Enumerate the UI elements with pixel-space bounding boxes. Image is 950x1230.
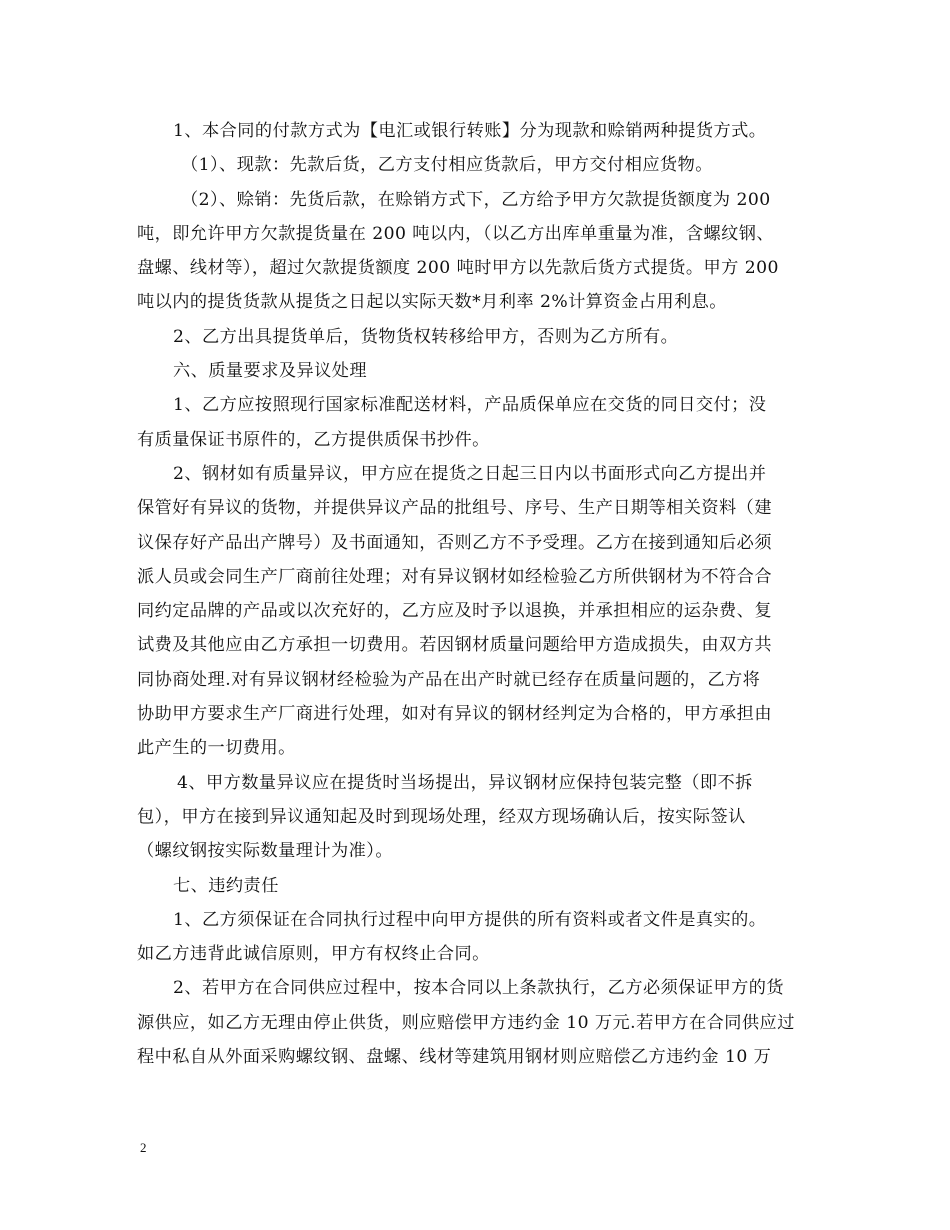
text-line: 程中私自从外面采购螺纹钢、盘螺、线材等建筑用钢材则应赔偿乙方违约金 10 万 xyxy=(137,1047,772,1068)
text-line: （1）、现款：先款后货，乙方支付相应货款后，甲方交付相应货物。 xyxy=(181,155,713,176)
text-line: 有质量保证书原件的，乙方提供质保书抄件。 xyxy=(137,429,490,450)
text-line: （螺纹钢按实际数量理计为准）。 xyxy=(137,841,393,862)
text-line: 2、钢材如有质量异议，甲方应在提货之日起三日内以书面形式向乙方提出并 xyxy=(173,463,767,484)
text-line: 此产生的一切费用。 xyxy=(137,738,296,759)
text-line: 1、乙方须保证在合同执行过程中向甲方提供的所有资料或者文件是真实的。 xyxy=(173,909,767,930)
text-line: 1、本合同的付款方式为【电汇或银行转账】分为现款和赊销两种提货方式。 xyxy=(173,121,767,141)
section-heading: 七、违约责任 xyxy=(173,875,279,896)
text-line: 同约定品牌的产品或以次充好的，乙方应及时予以退换，并承担相应的运杂费、复 xyxy=(137,601,772,622)
text-line: 保管好有异议的货物，并提供异议产品的批组号、序号、生产日期等相关资料（建 xyxy=(137,498,772,519)
text-line: 如乙方违背此诚信原则，甲方有权终止合同。 xyxy=(137,944,490,965)
section-heading: 六、质量要求及异议处理 xyxy=(173,361,368,382)
text-line: 派人员或会同生产厂商前往处理；对有异议钢材如经检验乙方所供钢材为不符合合 xyxy=(137,566,772,587)
text-line: 吨，即允许甲方欠款提货量在 200 吨以内，（以乙方出库单重量为准，含螺纹钢、 xyxy=(137,223,775,244)
text-line: 议保存好产品出产牌号）及书面通知，否则乙方不予受理。乙方在接到通知后必须 xyxy=(137,532,772,553)
text-line: 吨以内的提货货款从提货之日起以实际天数*月利率 2%计算资金占用利息。 xyxy=(137,292,727,313)
text-line: 2、若甲方在合同供应过程中，按本合同以上条款执行，乙方必须保证甲方的货 xyxy=(173,978,785,999)
text-line: 协助甲方要求生产厂商进行处理，如对有异议的钢材经判定为合格的，甲方承担由 xyxy=(137,704,772,725)
text-line: 包），甲方在接到异议通知起及时到现场处理，经双方现场确认后，按实际签认 xyxy=(137,806,746,827)
document-body xyxy=(137,114,813,1074)
text-line: 4、甲方数量异议应在提货时当场提出，异议钢材应保持包装完整（即不拆 xyxy=(177,772,753,793)
text-line: 盘螺、线材等），超过欠款提货额度 200 吨时甲方以先款后货方式提货。甲方 200 xyxy=(137,258,779,279)
text-line: 同协商处理.对有异议钢材经检验为产品在出产时就已经存在质量问题的，乙方将 xyxy=(137,669,761,690)
text-line: 试费及其他应由乙方承担一切费用。若因钢材质量问题给甲方造成损失，由双方共 xyxy=(137,635,772,656)
page-number: 2 xyxy=(140,1140,147,1155)
text-line: （2）、赊销：先货后款，在赊销方式下，乙方给予甲方欠款提货额度为 200 xyxy=(181,189,771,210)
text-line: 1、乙方应按照现行国家标准配送材料，产品质保单应在交货的同日交付；没 xyxy=(173,395,767,416)
text-line: 2、乙方出具提货单后，货物货权转移给甲方，否则为乙方所有。 xyxy=(173,326,679,347)
text-line: 源供应，如乙方无理由停止供货，则应赔偿甲方违约金 10 万元.若甲方在合同供应过 xyxy=(137,1012,795,1033)
